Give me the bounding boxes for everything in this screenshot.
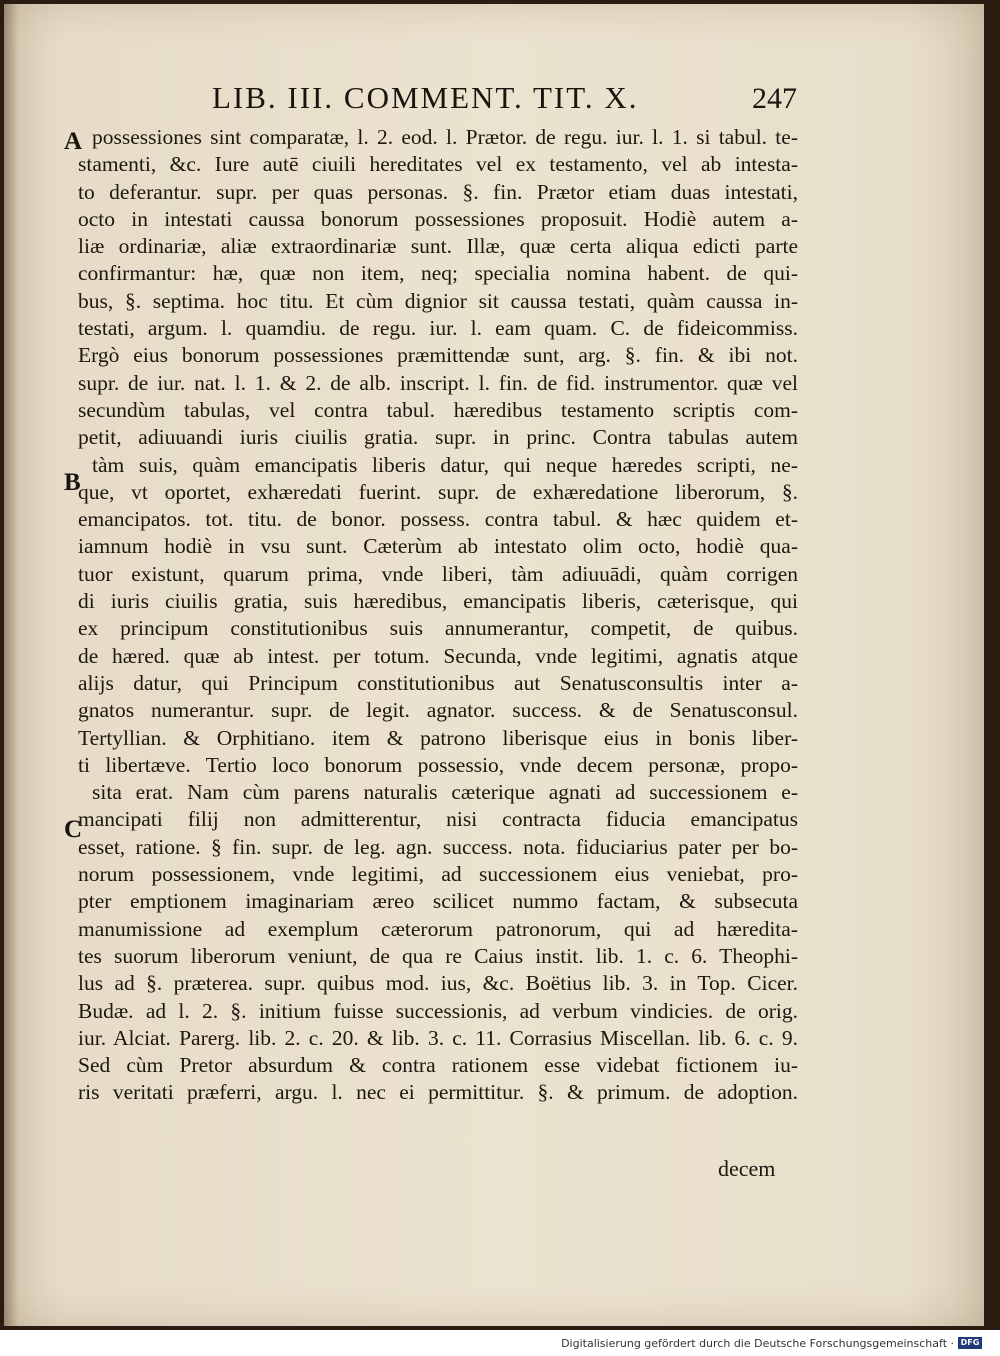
catchword: decem [718, 1156, 776, 1181]
margin-letter-b: B [64, 469, 81, 496]
text-line: tes suorum liberorum veniunt, de qua re Caius instit. lib. 1. c. 6. Theophi- [78, 943, 798, 968]
text-line: Ergò eius bonorum possessiones præmittendæ sunt, arg. §. fin. & ibi not. [78, 343, 798, 368]
text-line: que, vt oportet, exhæredati fuerint. supr. de exhæredatione liberorum, §. [78, 479, 798, 504]
text-line: esset, ratione. § fin. supr. de leg. agn. success. nota. fiduciarius pater per bo- [78, 834, 798, 859]
gutter-shadow [4, 4, 18, 1326]
text-line: emancipatos. tot. titu. de bonor. possess. contra tabul. & hæc quidem et- [78, 507, 798, 532]
margin-letter-a: A [64, 128, 83, 155]
text-line: manumissione ad exemplum cæterorum patronorum, qui ad hæredita- [78, 916, 798, 941]
text-line: liæ ordinariæ, aliæ extraordinariæ sunt. Illæ, quæ certa aliqua edicti parte [78, 234, 798, 259]
text-line: bus, §. septima. hoc titu. Et cùm dignior sit caussa testati, quàm caussa in- [78, 288, 798, 313]
text-line: tuor existunt, quarum prima, vnde liberi, tàm adiuuādi, quàm corrigen [78, 561, 798, 586]
text-line: testati, argum. l. quamdiu. de regu. iur. l. eam quam. C. de fideicommiss. [78, 316, 798, 341]
text-line: iamnum hodiè in vsu sunt. Cæterùm ab intestato olim octo, hodiè qua- [78, 534, 798, 559]
text-line: Sed cùm Pretor absurdum & contra rationem esse videbat fictionem iu- [78, 1053, 798, 1078]
margin-letter-c: C [64, 816, 83, 843]
text-line: pter emptionem imaginariam æreo scilicet nummo factam, & subsecuta [78, 889, 798, 914]
dfg-logo-icon: DFG [958, 1337, 982, 1349]
text-line: supr. de iur. nat. l. 1. & 2. de alb. inscript. l. fin. de fid. instrumentor. quæ vel [78, 370, 798, 395]
text-line: mancipati filij non admitterentur, nisi contracta fiducia emancipatus [78, 807, 798, 832]
text-line: possessiones sint comparatæ, l. 2. eod. l. Prætor. de regu. iur. l. 1. si tabul. te- [92, 125, 798, 149]
text-line: di iuris ciuilis gratia, suis hæredibus, emancipatis liberis, cæterisque, qui [78, 589, 798, 614]
text-line: to deferantur. supr. per quas personas. §. fin. Prætor etiam duas intestati, [78, 179, 798, 204]
text-line: ex principum constitutionibus suis annumerantur, competit, de quibus. [78, 616, 798, 641]
text-line: gnatos numerantur. supr. de legit. agnator. success. & de Senatusconsul. [78, 698, 798, 723]
text-line: secundùm tabulas, vel contra tabul. hæredibus testamento scriptis com- [78, 397, 798, 422]
text-line: tàm suis, quàm emancipatis liberis datur, qui neque hæredes scripti, ne- [92, 452, 798, 477]
text-line: iur. Alciat. Parerg. lib. 2. c. 20. & lib. 3. c. 11. Corrasius Miscellan. lib. 6. c. 9. [78, 1025, 798, 1050]
text-line: alijs datur, qui Principum constitutionibus aut Senatusconsultis inter a- [78, 670, 798, 695]
text-line: Budæ. ad l. 2. §. initium fuisse successionis, ad verbum vindicies. de orig. [78, 998, 798, 1023]
text-line: confirmantur: hæ, quæ non item, neq; specialia nomina habent. de qui- [78, 261, 798, 286]
text-line: Tertyllian. & Orphitiano. item & patrono liberisque eius in bonis liber- [78, 725, 798, 750]
text-line: ris veritati præferri, argu. l. nec ei permittitur. §. & primum. de adoption. [78, 1080, 798, 1105]
text-line: sita erat. Nam cùm parens naturalis cæterique agnati ad successionem e- [92, 780, 798, 805]
commentary-text [78, 124, 798, 1107]
funding-note: Digitalisierung gefördert durch die Deutsche Forschungsgemeinschaft · [561, 1337, 954, 1350]
text-line: stamenti, &c. Iure autē ciuili hereditates vel ex testamento, vel ab intesta- [78, 152, 798, 177]
text-line: norum possessionem, vnde legitimi, ad successionem eius veniebat, pro- [78, 862, 798, 887]
page-number: 247 [752, 82, 797, 115]
text-line: lus ad §. præterea. supr. quibus mod. ius, &c. Boëtius lib. 3. in Top. Cicer. [78, 971, 798, 996]
text-line: petit, adiuuandi iuris ciuilis gratia. supr. in princ. Contra tabulas autem [78, 425, 798, 450]
text-line: ti libertæve. Tertio loco bonorum possessio, vnde decem personæ, propo- [78, 752, 798, 777]
text-line: de hæred. quæ ab intest. per totum. Secunda, vnde legitimi, agnatis atque [78, 643, 798, 668]
running-head: LIB. III. COMMENT. TIT. X. [212, 80, 639, 115]
text-line: octo in intestati caussa bonorum possessiones proposuit. Hodiè autem a- [78, 206, 798, 231]
